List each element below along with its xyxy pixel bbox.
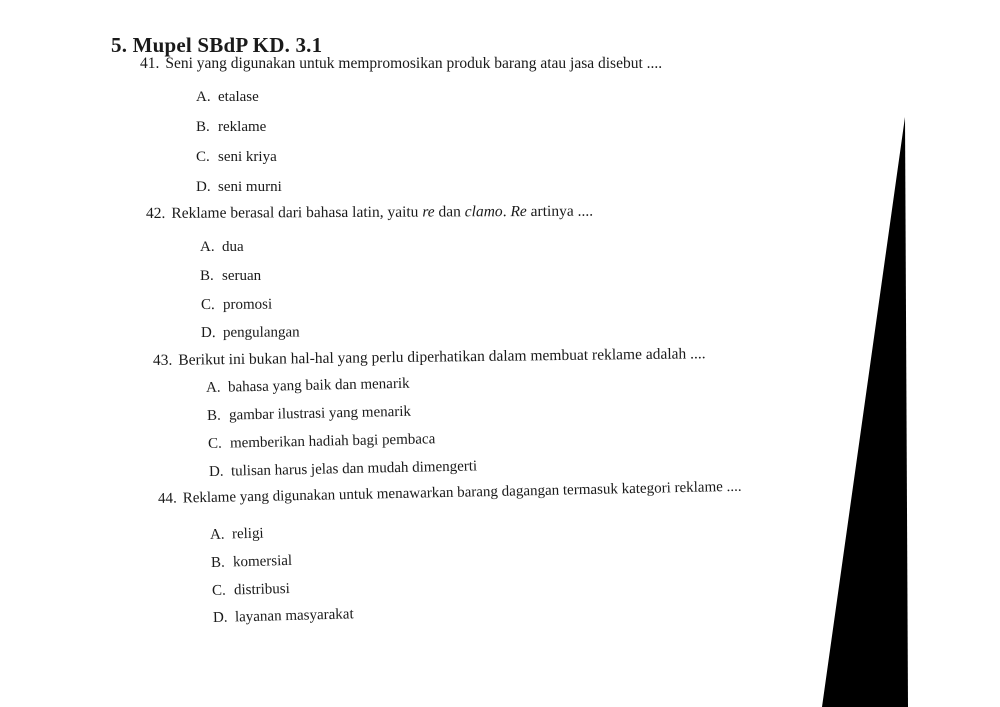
- option-41-d: [196, 179, 282, 196]
- question-text-italic: Re: [510, 203, 527, 221]
- section-heading: 5. Mupel SBdP KD. 3.1: [111, 33, 323, 57]
- question-number: 42.: [145, 204, 166, 222]
- option-text: seni kriya: [218, 149, 277, 165]
- option-text: seni murni: [218, 179, 282, 195]
- question-number: 41.: [140, 55, 160, 72]
- option-text: distribusi: [233, 580, 291, 599]
- question-41: [140, 55, 662, 73]
- option-letter: B.: [196, 119, 210, 135]
- option-letter: D.: [200, 324, 216, 341]
- question-number: 44.: [157, 490, 177, 507]
- option-text: seruan: [222, 268, 262, 284]
- question-text-part: Reklame berasal dari bahasa latin, yaitu: [171, 203, 423, 222]
- option-letter: A.: [209, 526, 225, 543]
- option-text: reklame: [218, 119, 267, 135]
- option-letter: C.: [200, 296, 215, 313]
- option-letter: C.: [196, 149, 210, 165]
- option-44-c: [212, 581, 290, 600]
- option-text: memberikan hadiah bagi pembaca: [229, 431, 436, 452]
- option-letter: B.: [210, 554, 225, 571]
- option-letter: D.: [208, 463, 224, 480]
- option-44-b: [211, 553, 293, 572]
- option-text: tulisan harus jelas dan mudah dimengerti: [230, 458, 478, 480]
- question-text: Seni yang digunakan untuk mempromosikan produk barang atau jasa disebut ....: [165, 55, 663, 72]
- option-42-a: [200, 239, 244, 256]
- question-text: Reklame yang digunakan untuk menawarkan barang dagangan termasuk kategori reklame ....: [182, 478, 742, 507]
- option-letter: A.: [205, 379, 221, 396]
- option-text: promosi: [222, 296, 273, 313]
- option-letter: D.: [212, 609, 228, 626]
- option-text: pengulangan: [222, 324, 300, 341]
- option-letter: B.: [206, 407, 221, 424]
- option-text: komersial: [232, 552, 293, 571]
- question-text-italic: clamo: [464, 203, 503, 221]
- option-42-d: [201, 324, 300, 342]
- option-text: etalase: [218, 89, 259, 105]
- option-41-a: [196, 89, 259, 106]
- option-41-c: [196, 149, 277, 166]
- option-letter: B.: [200, 268, 214, 284]
- question-text-part: dan: [434, 203, 465, 221]
- option-text: bahasa yang baik dan menarik: [227, 375, 410, 396]
- option-letter: C.: [211, 582, 226, 599]
- question-text-part: artinya ....: [526, 202, 594, 221]
- option-text: religi: [231, 525, 264, 543]
- option-letter: A.: [196, 89, 211, 105]
- option-letter: C.: [207, 435, 222, 452]
- option-text: gambar ilustrasi yang menarik: [228, 403, 412, 424]
- option-42-c: [201, 297, 272, 314]
- option-41-b: [196, 119, 266, 136]
- option-letter: D.: [196, 179, 211, 195]
- question-42: [146, 203, 593, 223]
- option-letter: A.: [200, 239, 215, 255]
- question-text-part: .: [502, 203, 511, 221]
- question-number: 43.: [152, 351, 173, 369]
- option-text: layanan masyarakat: [234, 606, 354, 626]
- option-44-a: [210, 526, 264, 544]
- question-text: Berikut ini bukan hal-hal yang perlu diperhatikan dalam membuat reklame adalah ....: [178, 345, 706, 369]
- question-text-italic: re: [422, 203, 435, 221]
- option-42-b: [200, 268, 261, 285]
- option-text: dua: [222, 239, 244, 255]
